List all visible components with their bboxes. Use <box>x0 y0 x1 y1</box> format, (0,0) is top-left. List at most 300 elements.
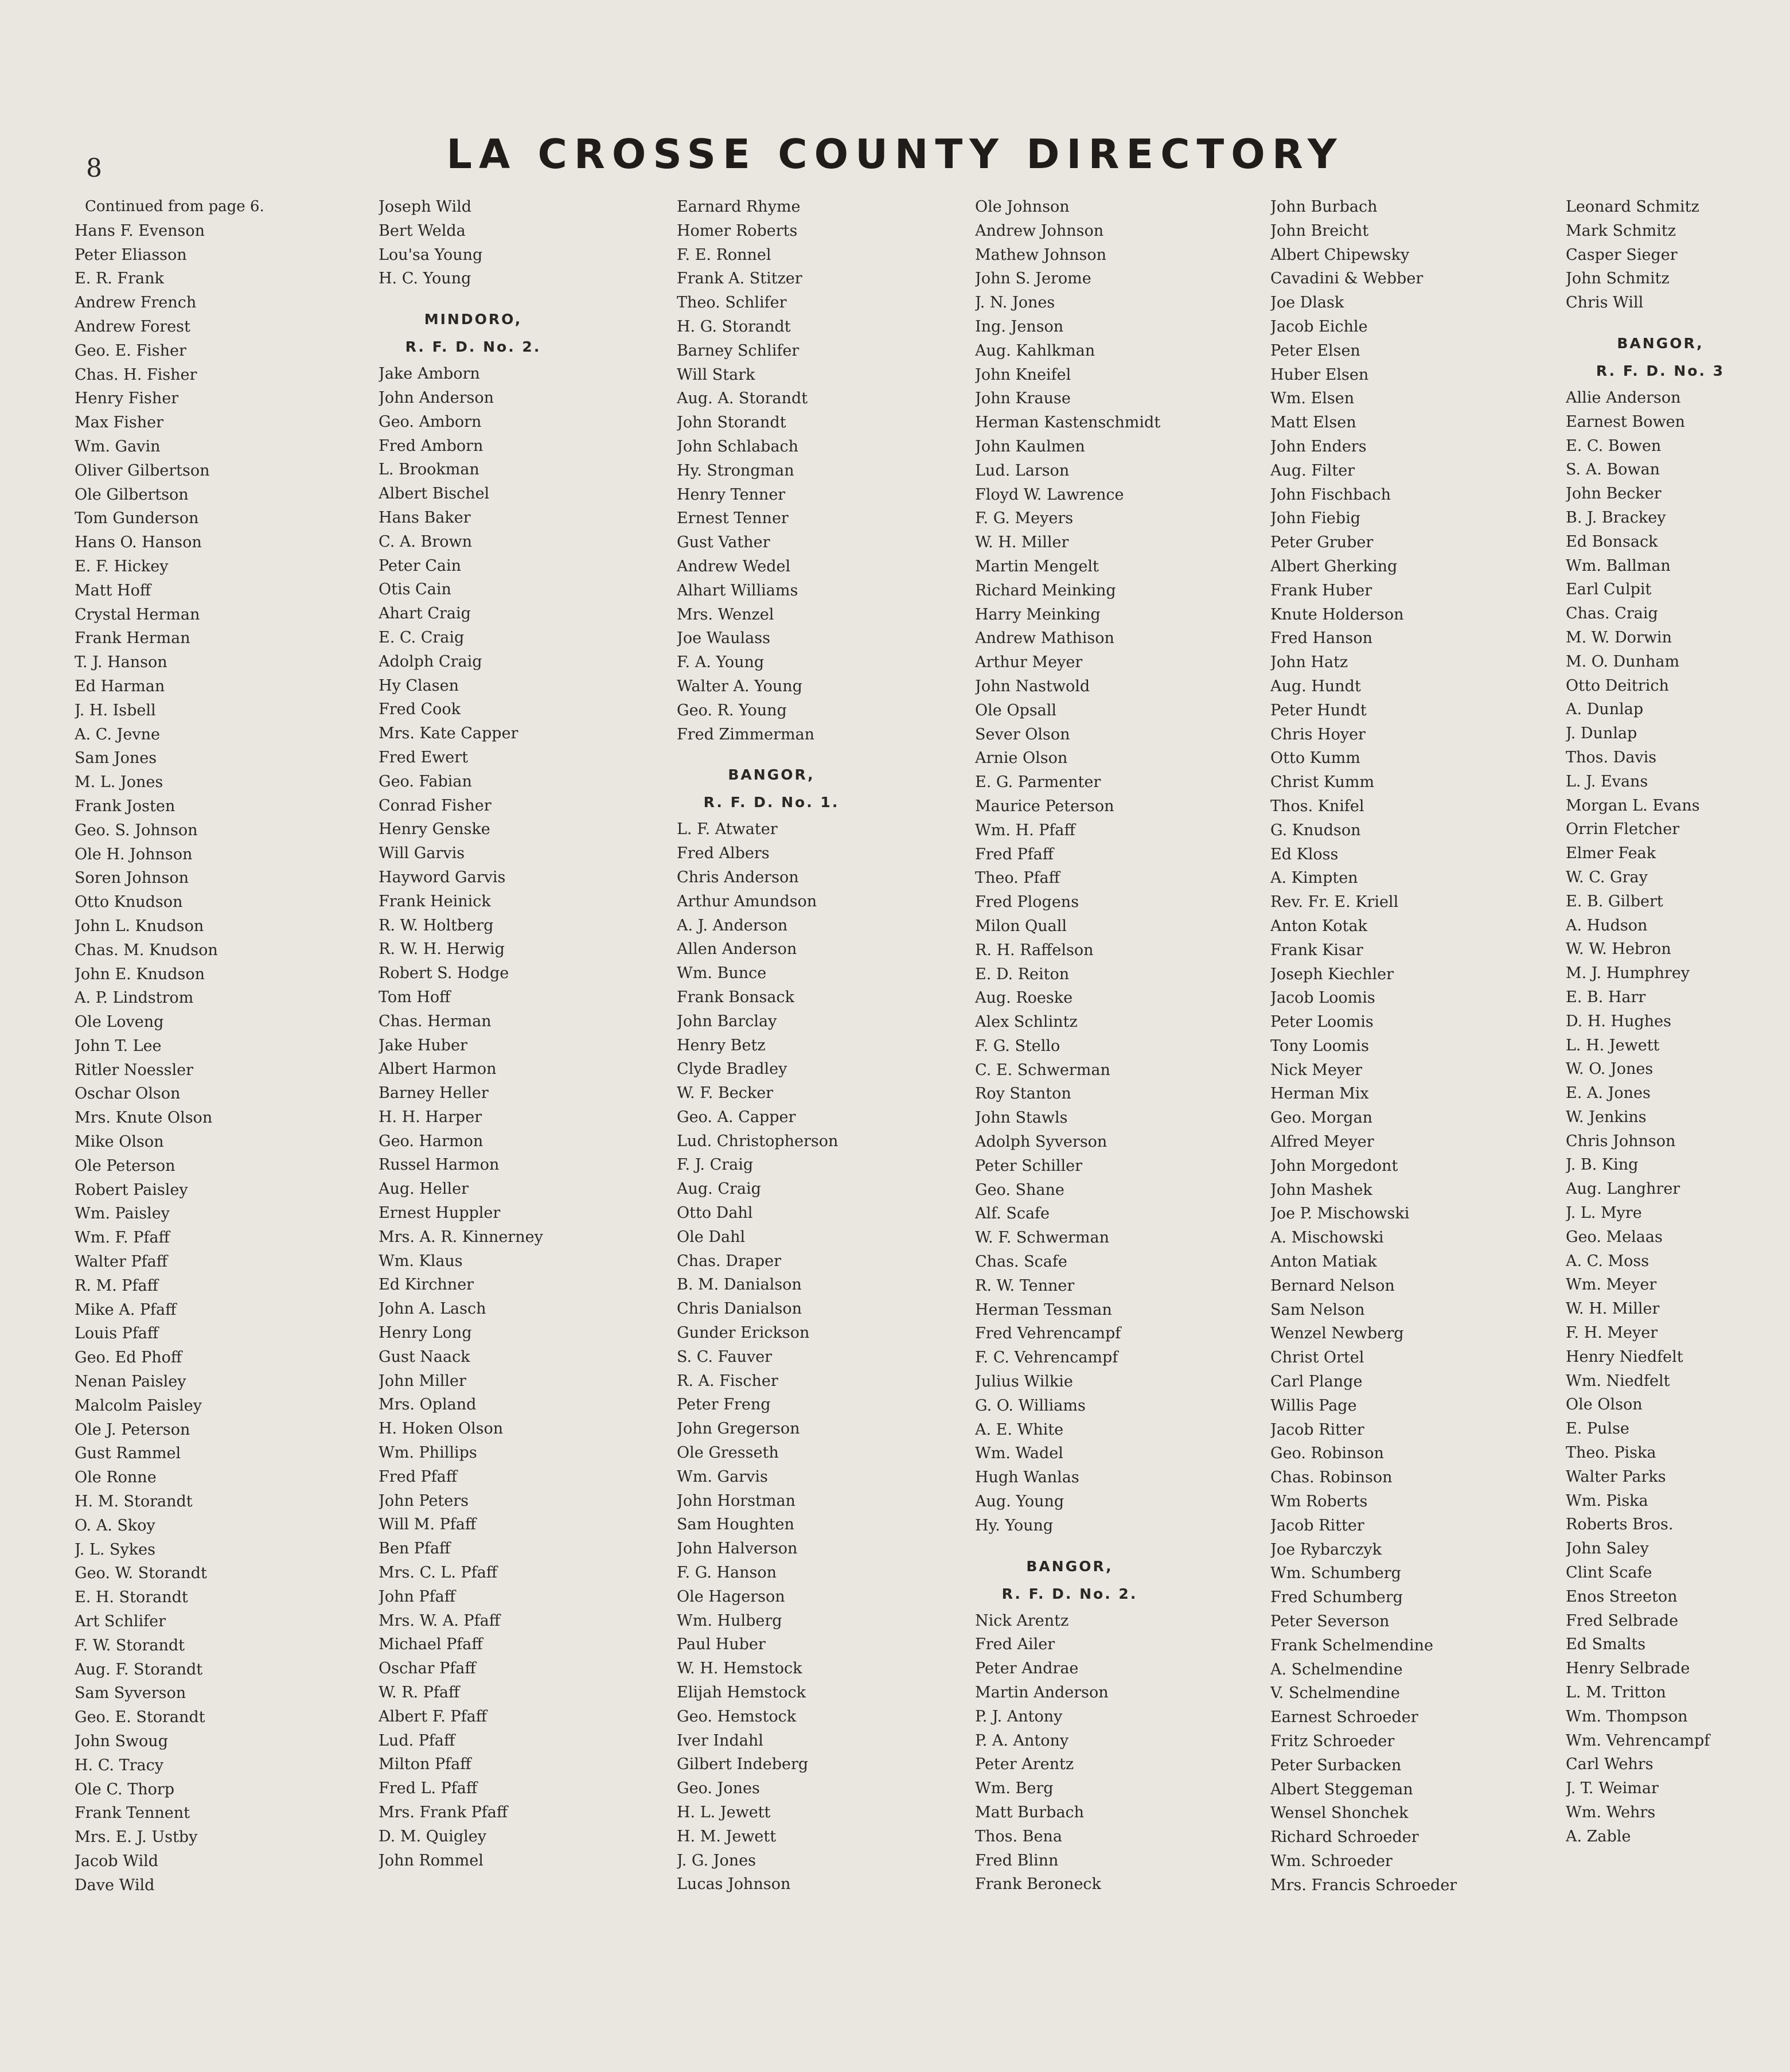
directory-entry: Otto Deitrich <box>1566 676 1669 695</box>
directory-entry: Soren Johnson <box>75 869 189 887</box>
directory-entry: Knute Holderson <box>1270 605 1404 624</box>
directory-entry: Ahart Craig <box>379 605 471 623</box>
directory-entry: Floyd W. Lawrence <box>975 485 1124 504</box>
directory-entry: C. A. Brown <box>379 532 473 551</box>
directory-entry: Ole Gilbertson <box>75 485 189 504</box>
directory-entry: Will Garvis <box>379 844 465 863</box>
directory-entry: Fred Selbrade <box>1566 1611 1679 1630</box>
directory-entry: Rev. Fr. E. Kriell <box>1270 893 1399 912</box>
directory-entry: L. M. Tritton <box>1566 1684 1666 1702</box>
directory-entry: L. J. Evans <box>1566 772 1648 790</box>
directory-entry: Frank Herman <box>75 629 190 648</box>
directory-entry: Peter Loomis <box>1270 1013 1374 1031</box>
directory-entry: Geo. R. Young <box>677 701 787 719</box>
directory-entry: Ole Hagerson <box>677 1587 785 1606</box>
directory-entry: Leonard Schmitz <box>1566 198 1699 216</box>
directory-entry: Wm. Wadel <box>975 1444 1063 1463</box>
directory-entry: Matt Elsen <box>1270 414 1356 432</box>
section-heading-route: R. F. D. No. 1. <box>703 794 840 811</box>
directory-entry: Wm. Elsen <box>1270 390 1355 408</box>
directory-entry: Iver Indahl <box>677 1731 763 1750</box>
directory-entry: E. H. Storandt <box>75 1588 188 1607</box>
directory-entry: John Fiebig <box>1270 509 1360 528</box>
directory-entry: John T. Lee <box>75 1037 162 1055</box>
directory-entry: Geo. Jones <box>677 1779 760 1798</box>
directory-entry: Joe Rybarczyk <box>1270 1540 1382 1559</box>
directory-entry: Lud. Pfaff <box>379 1731 455 1750</box>
directory-entry: Wensel Shonchek <box>1270 1804 1409 1822</box>
directory-entry: Aug. Kahlkman <box>975 341 1095 360</box>
directory-entry: Walter A. Young <box>677 677 802 695</box>
directory-entry: Arnie Olson <box>975 749 1068 768</box>
directory-entry: Peter Elsen <box>1270 341 1360 360</box>
directory-entry: H. G. Storandt <box>677 317 791 336</box>
directory-entry: Ole Opsall <box>975 701 1056 719</box>
directory-entry: H. C. Tracy <box>75 1756 163 1774</box>
directory-entry: Wm. H. Pfaff <box>975 821 1075 839</box>
directory-entry: Mrs. Knute Olson <box>75 1109 213 1127</box>
directory-entry: John Horstman <box>677 1491 795 1510</box>
directory-entry: Ole Dahl <box>677 1228 746 1246</box>
directory-entry: F. G. Hanson <box>677 1564 777 1582</box>
directory-entry: H. M. Jewett <box>677 1827 777 1845</box>
directory-entry: Conrad Fisher <box>379 796 492 815</box>
page-number: 8 <box>86 154 102 183</box>
directory-entry: W. H. Miller <box>1566 1300 1660 1318</box>
directory-entry: Richard Meinking <box>975 581 1116 599</box>
directory-entry: Cavadini & Webber <box>1270 270 1424 288</box>
directory-entry: F. J. Craig <box>677 1156 754 1174</box>
directory-entry: Ed Bonsack <box>1566 532 1658 551</box>
directory-entry: W. O. Jones <box>1566 1060 1653 1078</box>
directory-entry: Chas. M. Knudson <box>75 941 218 959</box>
directory-entry: Peter Severson <box>1270 1613 1390 1631</box>
directory-entry: Jake Amborn <box>379 365 480 383</box>
section-heading <box>1566 330 1755 386</box>
directory-entry: Arthur Meyer <box>975 653 1083 672</box>
directory-entry: Geo. Ed Phoff <box>75 1349 182 1367</box>
directory-column-3 <box>677 195 964 1896</box>
directory-entry: Wm. Meyer <box>1566 1276 1657 1294</box>
directory-column-1 <box>75 195 361 1898</box>
directory-entry: John Peters <box>379 1491 469 1510</box>
directory-entry: S. A. Bowan <box>1566 461 1660 479</box>
directory-entry: Mrs. Kate Capper <box>379 725 518 743</box>
directory-entry: Mrs. Frank Pfaff <box>379 1804 508 1821</box>
directory-entry: F. C. Vehrencampf <box>975 1349 1118 1367</box>
directory-entry: Wm. Thompson <box>1566 1707 1688 1726</box>
directory-entry: Henry Tenner <box>677 485 786 504</box>
directory-entry: A. C. Moss <box>1566 1252 1649 1270</box>
directory-entry: Tom Hoff <box>379 988 451 1006</box>
directory-entry: C. E. Schwerman <box>975 1061 1110 1079</box>
directory-entry: Peter Arentz <box>975 1755 1074 1774</box>
directory-entry: Max Fisher <box>75 414 164 432</box>
directory-entry: Adolph Syverson <box>975 1133 1107 1151</box>
directory-entry: Fred Pfaff <box>379 1467 457 1486</box>
directory-entry: John Krause <box>975 390 1071 408</box>
directory-entry: John Nastwold <box>975 677 1090 695</box>
directory-entry: Earnest Schroeder <box>1270 1708 1418 1727</box>
directory-column-4 <box>975 195 1262 1896</box>
directory-entry: Ole Olson <box>1566 1396 1643 1414</box>
directory-entry: Gilbert Indeberg <box>677 1755 809 1774</box>
directory-entry: John Pfaff <box>379 1587 455 1606</box>
directory-entry: Oschar Olson <box>75 1085 181 1103</box>
directory-entry: Sam Jones <box>75 749 157 768</box>
directory-entry: R. W. Tenner <box>975 1276 1075 1295</box>
directory-entry: Henry Long <box>379 1324 472 1342</box>
page-title: LA CROSSE COUNTY DIRECTORY <box>446 131 1344 178</box>
directory-entry: Jacob Ritter <box>1270 1420 1364 1439</box>
directory-entry: Michael Pfaff <box>379 1635 483 1654</box>
directory-entry: Peter Schiller <box>975 1156 1083 1175</box>
directory-entry: P. J. Antony <box>975 1707 1063 1726</box>
directory-entry: A. Dunlap <box>1566 700 1644 719</box>
directory-entry: Geo. W. Storandt <box>75 1564 207 1583</box>
directory-entry: H. M. Storandt <box>75 1493 193 1511</box>
directory-entry: Chas. Scafe <box>975 1253 1067 1271</box>
directory-entry: Aug. Langhrer <box>1566 1180 1680 1198</box>
directory-entry: Oliver Gilbertson <box>75 461 210 480</box>
directory-entry: Alhart Williams <box>677 581 798 599</box>
directory-entry: Chris Hoyer <box>1270 725 1366 743</box>
directory-entry: Robert Paisley <box>75 1181 188 1199</box>
directory-entry: B. J. Brackey <box>1566 508 1666 527</box>
directory-entry: John A. Lasch <box>379 1300 486 1318</box>
directory-entry: Sam Syverson <box>75 1684 186 1703</box>
directory-entry: Herman Kastenschmidt <box>975 414 1161 432</box>
directory-entry: Theo. Schlifer <box>677 294 787 312</box>
directory-entry: Tony Loomis <box>1270 1037 1369 1055</box>
directory-entry: M. W. Dorwin <box>1566 628 1672 646</box>
directory-entry: Huber Elsen <box>1270 365 1369 384</box>
directory-entry: Ed Smalts <box>1566 1635 1646 1654</box>
directory-entry: Wm. Klaus <box>379 1252 463 1270</box>
directory-entry: Orrin Fletcher <box>1566 820 1680 839</box>
directory-entry: W. Jenkins <box>1566 1108 1647 1126</box>
directory-entry: Joe P. Mischowski <box>1270 1205 1410 1223</box>
directory-entry: Anton Matiak <box>1270 1253 1377 1271</box>
directory-entry: Wm. Schumberg <box>1270 1564 1401 1583</box>
directory-entry: Wm. Vehrencampf <box>1566 1731 1710 1750</box>
directory-entry: Christ Kumm <box>1270 773 1375 792</box>
directory-entry: Aug. Filter <box>1270 461 1355 480</box>
directory-entry: Mark Schmitz <box>1566 221 1676 240</box>
directory-entry: Peter Andrae <box>975 1660 1079 1678</box>
directory-entry: Albert F. Pfaff <box>379 1707 487 1726</box>
directory-entry: Chas. Robinson <box>1270 1469 1393 1487</box>
directory-entry: Fred Plogens <box>975 893 1079 912</box>
directory-entry: P. A. Antony <box>975 1731 1069 1750</box>
directory-entry: Barney Schlifer <box>677 341 800 360</box>
directory-entry: Peter Surbacken <box>1270 1756 1402 1774</box>
directory-entry: Morgan L. Evans <box>1566 796 1700 815</box>
directory-entry: Wm. Piska <box>1566 1491 1648 1510</box>
directory-entry: H. L. Jewett <box>677 1804 771 1821</box>
directory-entry: Adolph Craig <box>379 652 482 671</box>
directory-entry: Geo. Melaas <box>1566 1228 1663 1246</box>
directory-entry: John Breicht <box>1270 221 1369 240</box>
directory-entry: Peter Freng <box>677 1396 771 1414</box>
directory-entry: Roy Stanton <box>975 1085 1071 1103</box>
directory-entry: Albert Chipewsky <box>1270 246 1410 264</box>
directory-entry: Christ Ortel <box>1270 1349 1364 1367</box>
directory-entry: Lud. Christopherson <box>677 1132 839 1150</box>
directory-entry: J. N. Jones <box>975 294 1055 312</box>
directory-entry: Ernest Huppler <box>379 1204 501 1222</box>
directory-entry: Oschar Pfaff <box>379 1660 476 1678</box>
directory-entry: Geo. Harmon <box>379 1132 483 1150</box>
directory-entry: E. C. Bowen <box>1566 437 1662 455</box>
directory-entry: Albert Steggeman <box>1270 1780 1413 1798</box>
directory-entry: Milon Quall <box>975 917 1067 935</box>
directory-entry: A. C. Jevne <box>75 725 160 743</box>
directory-entry: Geo. Morgan <box>1270 1109 1373 1127</box>
directory-entry: Chris Johnson <box>1566 1132 1676 1150</box>
directory-entry: Mike A. Pfaff <box>75 1300 177 1319</box>
directory-entry: J. L. Sykes <box>75 1540 155 1559</box>
directory-entry: B. M. Danialson <box>677 1276 802 1294</box>
directory-entry: Crystal Herman <box>75 605 200 624</box>
directory-entry: John Kneifel <box>975 365 1071 384</box>
directory-entry: Henry Niedfelt <box>1566 1347 1683 1366</box>
directory-entry: Hans Baker <box>379 508 471 527</box>
directory-entry: Frank A. Stitzer <box>677 270 802 288</box>
directory-entry: Frank Heinick <box>379 892 491 910</box>
directory-entry: Mrs. W. A. Pfaff <box>379 1611 500 1630</box>
directory-entry: H. H. Harper <box>379 1108 482 1126</box>
directory-entry: Henry Genske <box>379 820 490 839</box>
directory-entry: Ed Kirchner <box>379 1276 474 1294</box>
directory-entry: Arthur Amundson <box>677 892 817 910</box>
directory-entry: Will Stark <box>677 365 755 384</box>
directory-entry: Gust Naack <box>379 1347 470 1366</box>
directory-entry: Richard Schroeder <box>1270 1828 1419 1847</box>
directory-entry: Harry Meinking <box>975 605 1101 624</box>
directory-entry: Will M. Pfaff <box>379 1516 477 1534</box>
directory-entry: Bernard Nelson <box>1270 1276 1395 1295</box>
directory-entry: M. L. Jones <box>75 773 163 792</box>
directory-entry: Ole Loveng <box>75 1013 164 1031</box>
directory-entry: J. H. Isbell <box>75 701 156 719</box>
directory-entry: Sam Houghten <box>677 1516 794 1534</box>
directory-entry: Hy. Strongman <box>677 461 794 480</box>
directory-entry: Earnard Rhyme <box>677 198 801 216</box>
directory-entry: Chas. Herman <box>379 1012 492 1030</box>
directory-entry: John Kaulmen <box>975 437 1085 455</box>
section-heading <box>975 1553 1164 1609</box>
directory-entry: Otto Knudson <box>75 893 183 912</box>
directory-entry: E. G. Parmenter <box>975 773 1101 792</box>
directory-entry: Thos. Knifel <box>1270 797 1364 815</box>
directory-entry: Clint Scafe <box>1566 1564 1652 1582</box>
directory-entry: Fred Ewert <box>379 748 469 766</box>
directory-entry: R. W. Holtberg <box>379 916 494 934</box>
directory-entry: Wm. Schroeder <box>1270 1852 1393 1870</box>
directory-entry: John E. Knudson <box>75 965 205 983</box>
directory-entry: John Mashek <box>1270 1181 1372 1199</box>
directory-entry: Roberts Bros. <box>1566 1516 1674 1534</box>
directory-entry: Wm. F. Pfaff <box>75 1229 170 1247</box>
directory-entry: E. R. Frank <box>75 270 164 288</box>
directory-entry: John Schlabach <box>677 437 799 455</box>
directory-entry: E. B. Harr <box>1566 988 1646 1006</box>
directory-entry: Ing. Jenson <box>975 317 1064 336</box>
section-heading-place: MINDORO, <box>424 311 522 328</box>
directory-entry: Earl Culpit <box>1566 581 1652 599</box>
directory-entry: Ole Johnson <box>975 198 1070 216</box>
directory-entry: Hy. Young <box>975 1516 1054 1534</box>
directory-entry: Otto Kumm <box>1270 749 1360 768</box>
directory-entry: Allie Anderson <box>1566 388 1681 407</box>
directory-entry: F. A. Young <box>677 653 765 672</box>
directory-entry: Ole J. Peterson <box>75 1420 190 1439</box>
directory-entry: Albert Harmon <box>379 1060 497 1078</box>
directory-column-5 <box>1270 195 1557 1898</box>
directory-entry: Mrs. A. R. Kinnerney <box>379 1228 543 1246</box>
directory-entry: Otis Cain <box>379 581 451 599</box>
directory-entry: Lud. Larson <box>975 461 1070 480</box>
directory-entry: L. F. Atwater <box>677 820 778 839</box>
directory-entry: Paul Huber <box>677 1635 766 1654</box>
directory-entry: Chris Danialson <box>677 1300 802 1318</box>
directory-entry: John Stawls <box>975 1109 1068 1127</box>
directory-entry: G. O. Williams <box>975 1396 1086 1415</box>
directory-entry: Jake Huber <box>379 1036 467 1054</box>
directory-entry: Wm. Niedfelt <box>1566 1372 1670 1390</box>
directory-entry: Maurice Peterson <box>975 797 1114 815</box>
directory-entry: H. C. Young <box>379 270 471 288</box>
directory-entry: Frank Schelmendine <box>1270 1636 1433 1654</box>
directory-entry: Geo. E. Fisher <box>75 341 186 360</box>
directory-entry: Joseph Wild <box>379 198 471 216</box>
directory-entry: Anton Kotak <box>1270 917 1367 935</box>
directory-entry: Walter Pfaff <box>75 1253 167 1271</box>
directory-entry: Ed Kloss <box>1270 845 1339 863</box>
directory-entry: Walter Parks <box>1566 1467 1666 1486</box>
directory-entry: Earnest Bowen <box>1566 412 1685 431</box>
directory-entry: Enos Streeton <box>1566 1587 1678 1606</box>
directory-entry: Joe Dlask <box>1270 294 1344 312</box>
directory-entry: Fred Hanson <box>1270 629 1373 648</box>
directory-entry: Mrs. Francis Schroeder <box>1270 1876 1457 1894</box>
directory-entry: Ole C. Thorp <box>75 1780 175 1798</box>
directory-entry: G. Knudson <box>1270 821 1361 839</box>
directory-entry: Henry Betz <box>677 1036 766 1054</box>
directory-entry: Chris Will <box>1566 294 1644 312</box>
directory-entry: Ritler Noessler <box>75 1061 194 1079</box>
directory-entry: O. A. Skoy <box>75 1516 155 1534</box>
directory-entry: Fred Blinn <box>975 1851 1059 1870</box>
directory-entry: Carl Wehrs <box>1566 1755 1653 1774</box>
directory-entry: Joe Waulass <box>677 629 770 648</box>
directory-entry: Louis Pfaff <box>75 1325 159 1343</box>
directory-entry: Fritz Schroeder <box>1270 1732 1395 1750</box>
directory-entry: Mike Olson <box>75 1133 164 1151</box>
directory-entry: J. Dunlap <box>1566 725 1637 743</box>
directory-entry: E. A. Jones <box>1566 1084 1651 1103</box>
directory-entry: Ernest Tenner <box>677 509 789 528</box>
directory-entry: Barney Heller <box>379 1084 489 1103</box>
directory-entry: Jacob Eichle <box>1270 317 1368 336</box>
directory-entry: John Burbach <box>1270 198 1378 216</box>
directory-entry: Bert Welda <box>379 221 466 240</box>
directory-entry: W. W. Hebron <box>1566 940 1671 959</box>
directory-entry: Frank Tennent <box>75 1804 190 1822</box>
directory-entry: Andrew Wedel <box>677 557 791 575</box>
directory-entry: John Miller <box>379 1372 466 1390</box>
directory-entry: F. H. Meyer <box>1566 1324 1658 1342</box>
directory-entry: H. Hoken Olson <box>379 1420 504 1438</box>
directory-entry: Frank Beroneck <box>975 1875 1101 1894</box>
directory-entry: Frank Kisar <box>1270 941 1363 959</box>
directory-entry: S. C. Fauver <box>677 1347 773 1366</box>
directory-entry: John Fischbach <box>1270 485 1391 504</box>
directory-entry: Andrew Mathison <box>975 629 1114 648</box>
directory-entry: Elijah Hemstock <box>677 1684 806 1702</box>
directory-entry: Chas. H. Fisher <box>75 365 197 384</box>
directory-entry: Aug. Heller <box>379 1180 469 1198</box>
directory-entry: Nick Arentz <box>975 1611 1069 1630</box>
directory-entry: Otto Dahl <box>677 1204 753 1222</box>
directory-entry: Julius Wilkie <box>975 1373 1073 1391</box>
directory-entry: Fred Albers <box>677 844 770 863</box>
directory-entry: Frank Huber <box>1270 581 1372 599</box>
directory-entry: Sam Nelson <box>1270 1300 1365 1319</box>
directory-entry: Clyde Bradley <box>677 1060 787 1078</box>
directory-entry: Wenzel Newberg <box>1270 1325 1404 1343</box>
directory-entry: Henry Selbrade <box>1566 1660 1690 1678</box>
directory-entry: F. G. Meyers <box>975 509 1074 528</box>
directory-entry: Gust Rammel <box>75 1444 181 1463</box>
directory-entry: A. Mischowski <box>1270 1229 1384 1247</box>
directory-entry: Fred Schumberg <box>1270 1588 1403 1607</box>
directory-entry: John S. Jerome <box>975 270 1091 288</box>
directory-entry: E. F. Hickey <box>75 557 169 575</box>
directory-entry: D. M. Quigley <box>379 1827 486 1845</box>
directory-entry: John Enders <box>1270 437 1367 455</box>
directory-entry: Hans O. Hanson <box>75 533 202 552</box>
directory-entry: Hayword Garvis <box>379 868 506 886</box>
directory-entry: Nenan Paisley <box>75 1373 186 1391</box>
directory-entry: M. O. Dunham <box>1566 652 1680 671</box>
directory-entry: W. C. Gray <box>1566 868 1648 886</box>
directory-entry: Geo. Robinson <box>1270 1444 1384 1463</box>
directory-entry: M. J. Humphrey <box>1566 964 1690 983</box>
directory-entry: Geo. Hemstock <box>677 1707 797 1726</box>
directory-entry: Fred Amborn <box>379 437 483 455</box>
directory-entry: Hans F. Evenson <box>75 221 205 240</box>
directory-entry: Albert Gherking <box>1270 557 1398 575</box>
directory-entry: Albert Bischel <box>379 485 490 503</box>
directory-entry: Dave Wild <box>75 1876 155 1894</box>
directory-entry: J. T. Weimar <box>1566 1779 1659 1798</box>
directory-entry: Gust Vather <box>677 533 770 552</box>
directory-entry: Thos. Bena <box>975 1827 1062 1845</box>
directory-entry: Wm. Ballman <box>1566 556 1671 575</box>
directory-entry: Geo. Shane <box>975 1181 1064 1199</box>
directory-entry: Theo. Pfaff <box>975 869 1060 887</box>
directory-entry: Alex Schlintz <box>975 1013 1078 1031</box>
directory-entry: John Schmitz <box>1566 270 1670 288</box>
directory-entry: Jacob Ritter <box>1270 1516 1364 1534</box>
directory-entry: Fred L. Pfaff <box>379 1779 478 1798</box>
directory-column-6 <box>1566 195 1790 1849</box>
directory-entry: Milton Pfaff <box>379 1755 471 1774</box>
directory-entry: Wm. Phillips <box>379 1444 477 1462</box>
directory-entry: Jacob Wild <box>75 1852 158 1870</box>
